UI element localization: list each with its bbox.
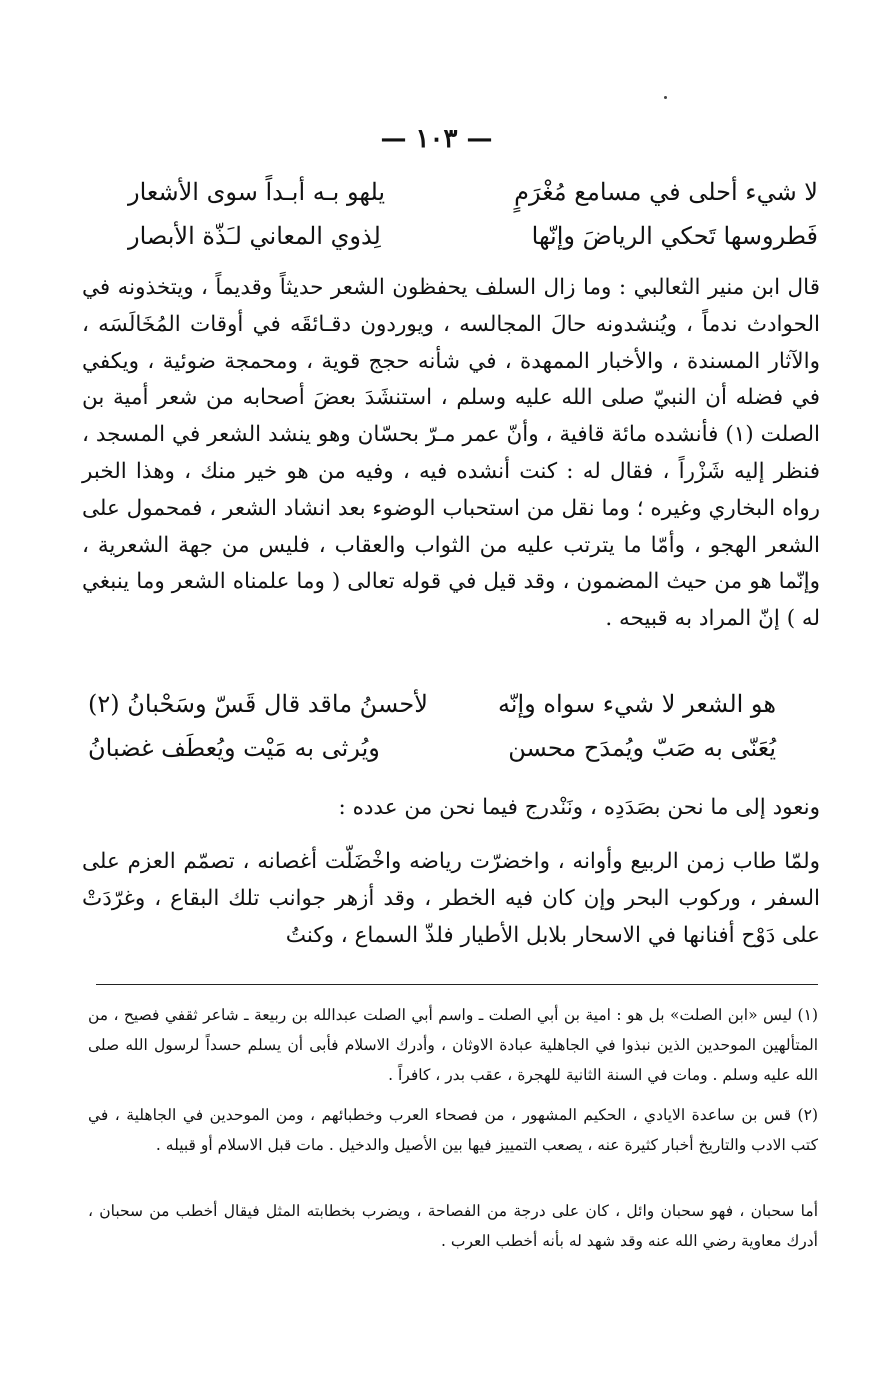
paragraph-narrative: ولمّا طاب زمن الربيع وأوانه ، واخضرّت رياضه واخْضَلّت أغصانه ، تصمّم العزم على السفر ، وركوب البحر وإن كان فيه الخطر ، وقد أزهر جوانب تلك البقاع ، وغرّدَتْ على دَوْح أفنانها في الاسحار بلابل الأطيار فلذّ السماع ، وكنتُ [82, 849, 820, 948]
verse-hemistich-second: لِذوي المعاني لـَذّة الأبصار [128, 222, 381, 250]
verses-top [128, 178, 818, 266]
footnote-divider [96, 984, 818, 985]
verse-hemistich-first: يُعَنّى به صَبّ ويُمدَح محسن [508, 734, 776, 762]
page-number: — ١٠٣ — [380, 124, 493, 154]
footnote-2: (٢) قس بن ساعدة الايادي ، الحكيم المشهور ، من فصحاء العرب وخطبائهم ، ومن الموحدين في الجاهلية ، في كتب الادب والتاريخ أخبار كثيرة عنه ، يصعب التمييز فيها بين الأصيل والدخيل . مات قبل الاسلام أو قبيله . [88, 1106, 818, 1154]
verse-hemistich-first: هو الشعر لا شيء سواه وإنّه [497, 690, 776, 718]
paragraph-main: قال ابن منير الثعالبي : وما زال السلف يحفظون الشعر حديثاً وقديماً ، ويتخذونه في الحوادث ندماً ، ويُنشدونه حالَ المجالسه ، ويوردون دقـائقَه في أوقات المُخَالَسَه ، والآثار المسندة ، والأخبار الممهدة ، في شأنه حجج قوية ، ومحمجة ضوئية ، ويكفي في فضله أن النبيّ صلى الله عليه وسلم ، استنشَدَ بعضَ أصحابه من شعر أمية بن الصلت (١) فأنشده مائة قافية ، وأنّ عمر مـرّ بحسّان وهو ينشد الشعر في المسجد ، فنظر إليه شَزْراً ، فقال له : كنت أنشده فيه ، وفيه من هو خير منك ، وهذا الخبر رواه البخاري وغيره ؛ وما نقل من استحباب الوضوء بعد انشاد الشعر ، فمحمول على الشعر الهجو ، وأمّا ما يترتب عليه من الثواب والعقاب ، فليس من جهة الشعرية ، وإنّما هو من حيث المضمون ، وقد قيل في قوله تعالى ( وما علمناه الشعر وما ينبغي له ) إنّ المراد به قبيحه . [81, 275, 820, 632]
verse-line [88, 734, 776, 778]
verse-hemistich-second: ويُرثى به مَيْت ويُعطَف غضبانُ [88, 734, 380, 762]
footnote-1: (١) ليس «ابن الصلت» بل هو : امية بن أبي الصلت ـ واسم أبي الصلت عبدالله بن ربيعة ـ شاعر ثقفي فصيح ، من المتألهين الموحدين الذين نبذوا في الجاهلية عبادة الاوثان ، وأدرك الاسلام فأبى أن يسلم حسداً لرسول الله صلى الله عليه وسلم . ومات في السنة الثانية للهجرة ، عقب بدر ، كافراً . [88, 1006, 818, 1084]
verse-hemistich-second: يلهو بـه أبـداً سوى الأشعار [128, 178, 386, 206]
verse-line [128, 178, 818, 222]
verse-hemistich-first: لا شيء أحلى في مسامع مُغْرَمٍ [514, 178, 818, 206]
paragraph-transition: ونعود إلى ما نحن بصَدَدِه ، ونَنْدرج فيما نحن من عدده : [338, 795, 820, 820]
verse-hemistich-second: لأحسنُ ماقد قال قَسّ وسَحْبانُ (٢) [88, 690, 428, 718]
verse-hemistich-first: فَطروسها تَحكي الرياضَ وإنّها [531, 222, 818, 250]
verses-middle [88, 690, 776, 778]
footnote-2-continued: أما سحبان ، فهو سحبان وائل ، كان على درجة من الفصاحة ، ويضرب بخطابته المثل فيقال أخطب من سحبان ، أدرك معاوية رضي الله عنه وقد شهد له بأنه أخطب العرب . [88, 1202, 818, 1250]
verse-line [128, 222, 818, 266]
ink-speck [664, 96, 667, 99]
verse-line [88, 690, 776, 734]
